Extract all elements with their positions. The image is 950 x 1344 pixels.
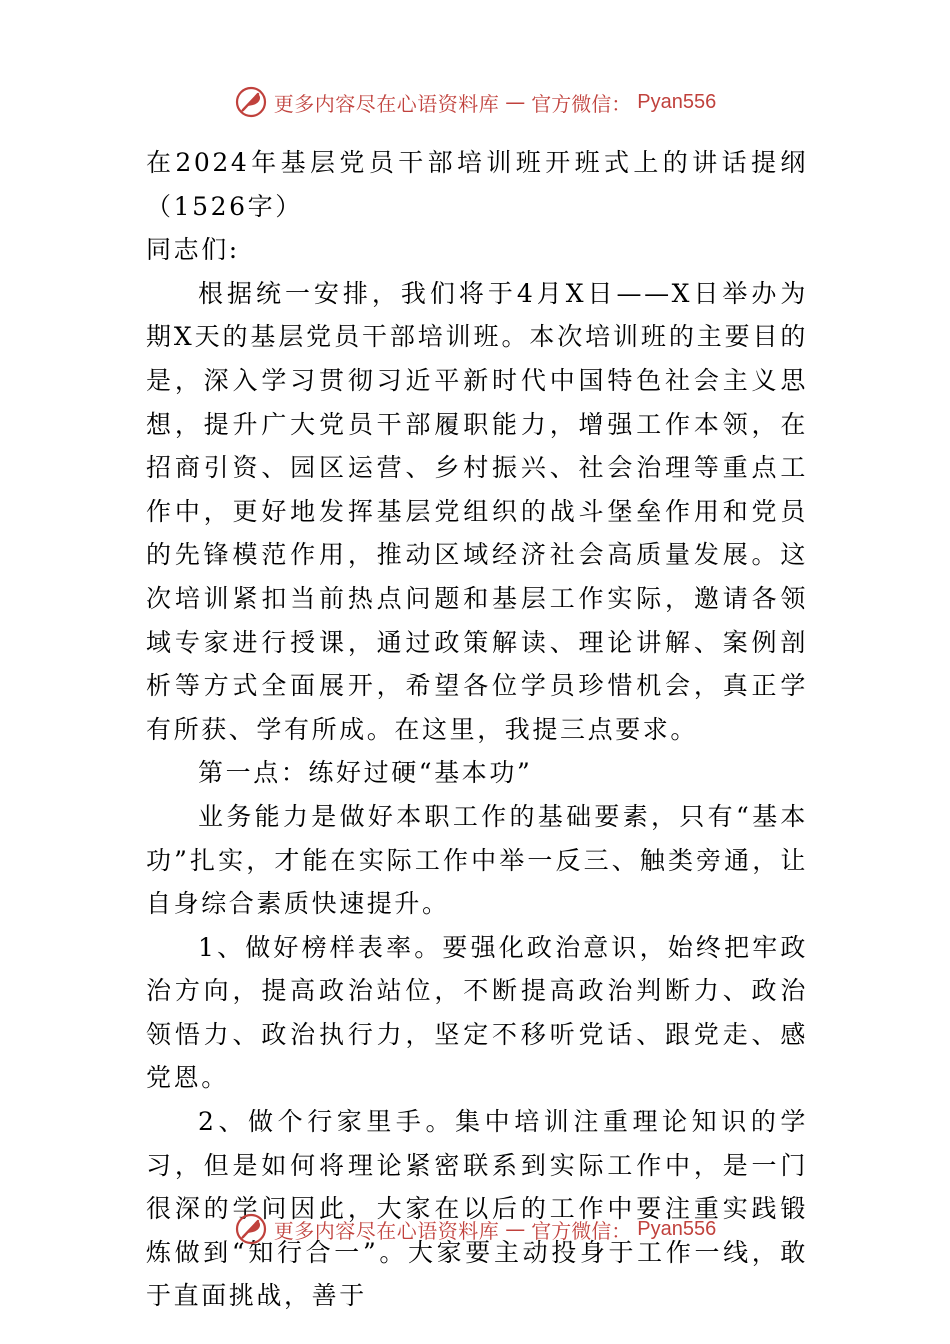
paragraph-intro: 根据统一安排，我们将于4月X日——X日举办为期X天的基层党员干部培训班。本次培训班的主要目的是，深入学习贯彻习近平新时代中国特色社会主义思想，提升广大党员干部履职能力，增强工作本领，在招商引资、园区运营、乡村振兴、社会治理等重点工作中，更好地发挥基层党组织的战斗堡垒作用和党员的先锋模范作用，推动区域经济社会高质量发展。这次培训紧扣当前热点问题和基层工作实际，邀请各领域专家进行授课，通过政策解读、理论讲解、案例剖析等方式全面展开，希望各位学员珍惜机会，真正学有所获、学有所成。在这里，我提三点要求。 xyxy=(146,278,808,744)
header-watermark xyxy=(0,85,950,119)
watermark-label: 官方微信： xyxy=(531,1218,632,1243)
watermark-separator: — xyxy=(505,1217,526,1241)
paragraph: 2、做个行家里手。集中培训注重理论知识的学习，但是如何将理论紧密联系到实际工作中，是一门很深的学问因此，大家在以后的工作中要注重实践锻炼做到“知行合一”。大家要主动投身于工作一线，敢于直面挑战，善于 xyxy=(146,1107,808,1311)
watermark-wechat-id: Pyan556 xyxy=(637,1217,717,1240)
quill-logo-icon xyxy=(234,85,268,119)
paragraph: 业务能力是做好本职工作的基础要素，只有“基本功”扎实，才能在实际工作中举一反三、触类旁通，让自身综合素质快速提升。 xyxy=(146,801,808,919)
quill-logo-icon xyxy=(234,1212,268,1246)
watermark-site-text: 更多内容尽在心语资料库 xyxy=(273,91,500,116)
document-body xyxy=(146,141,808,1318)
watermark-separator: — xyxy=(505,90,526,114)
paragraph: 1、做好榜样表率。要强化政治意识，始终把牢政治方向，提高政治站位，不断提高政治判断力、政治领悟力、政治执行力，坚定不移听党话、跟党走、感党恩。 xyxy=(146,932,808,1093)
watermark-label: 官方微信： xyxy=(531,91,632,116)
watermark-wechat-id: Pyan556 xyxy=(637,90,717,113)
footer-watermark xyxy=(0,1212,950,1246)
watermark-site-text: 更多内容尽在心语资料库 xyxy=(273,1218,500,1243)
salutation: 同志们: xyxy=(146,235,240,265)
section-heading: 第一点：练好过硬“基本功” xyxy=(198,758,533,788)
document-title: 在2024年基层党员干部培训班开班式上的讲话提纲（1526字） xyxy=(146,148,808,221)
